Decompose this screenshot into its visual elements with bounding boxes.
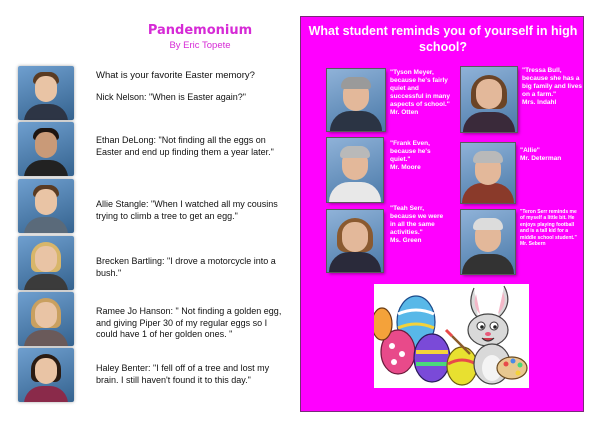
student-answer: Haley Benter: "I fell off of a tree and lost my brain. I still haven't found it to this day." — [96, 363, 270, 385]
student-answer: Brecken Bartling: "I drove a motorcycle into a bush." — [96, 256, 276, 278]
teacher-quote: "Teah Serr, because we were in all the same activities." Ms. Green — [390, 205, 444, 244]
teacher-photo — [461, 210, 515, 274]
teacher-photo — [461, 67, 517, 132]
student-photo — [18, 122, 74, 176]
student-answer: Ethan DeLong: "Not finding all the eggs on Easter and end up finding them a year later." — [96, 135, 274, 157]
teacher-quote: "Allie" Mr. Determan — [520, 147, 562, 162]
teacher-quote: "Tressa Bull, because she has a big family and lives on a farm." Mrs. Indahl — [522, 67, 582, 106]
student-photo — [18, 179, 74, 233]
quote-attribution: Mr. Determan — [520, 155, 562, 162]
student-answer: Allie Stangle: "When I watched all my cousins trying to climb a tree to get an egg." — [96, 199, 278, 221]
teacher-quote: "Teron Serr reminds me of myself a little bit. He enjoys playing football and is a tall kid for a middle school student." Mr. Sebern — [520, 209, 577, 248]
easter-bunny-illustration — [374, 284, 529, 388]
page-title: Pandemonium — [147, 23, 253, 38]
student-photo — [18, 348, 74, 402]
teacher-quote: "Frank Even, because he's quiet." Mr. Moore — [390, 140, 431, 171]
student-answer: Ramee Jo Hanson: " Not finding a golden egg, and giving Piper 30 of my regular eggs so I could have 1 of her golden ones. " — [96, 306, 282, 339]
student-photo — [18, 292, 74, 346]
author-byline: By Eric Topete — [169, 40, 231, 51]
quote-attribution: Mrs. Indahl — [522, 99, 557, 106]
student-answer: Nick Nelson: "When is Easter again?" — [96, 92, 246, 102]
teacher-quote: "Tyson Meyer, because he's fairly quiet and successful in many aspects of school." Mr. Otten — [390, 69, 450, 116]
teacher-photo — [461, 143, 515, 203]
quote-attribution: Mr. Sebern — [520, 241, 546, 248]
survey-question: What is your favorite Easter memory? — [96, 70, 255, 81]
quote-attribution: Mr. Moore — [390, 164, 421, 171]
quote-attribution: Mr. Otten — [390, 109, 419, 116]
student-photo — [18, 66, 74, 120]
teacher-photo — [327, 138, 383, 202]
teacher-photo — [327, 210, 383, 272]
teacher-photo — [327, 69, 385, 131]
student-photo — [18, 236, 74, 290]
quote-attribution: Ms. Green — [390, 237, 422, 244]
panel-title: What student reminds you of yourself in high school? — [308, 24, 578, 54]
